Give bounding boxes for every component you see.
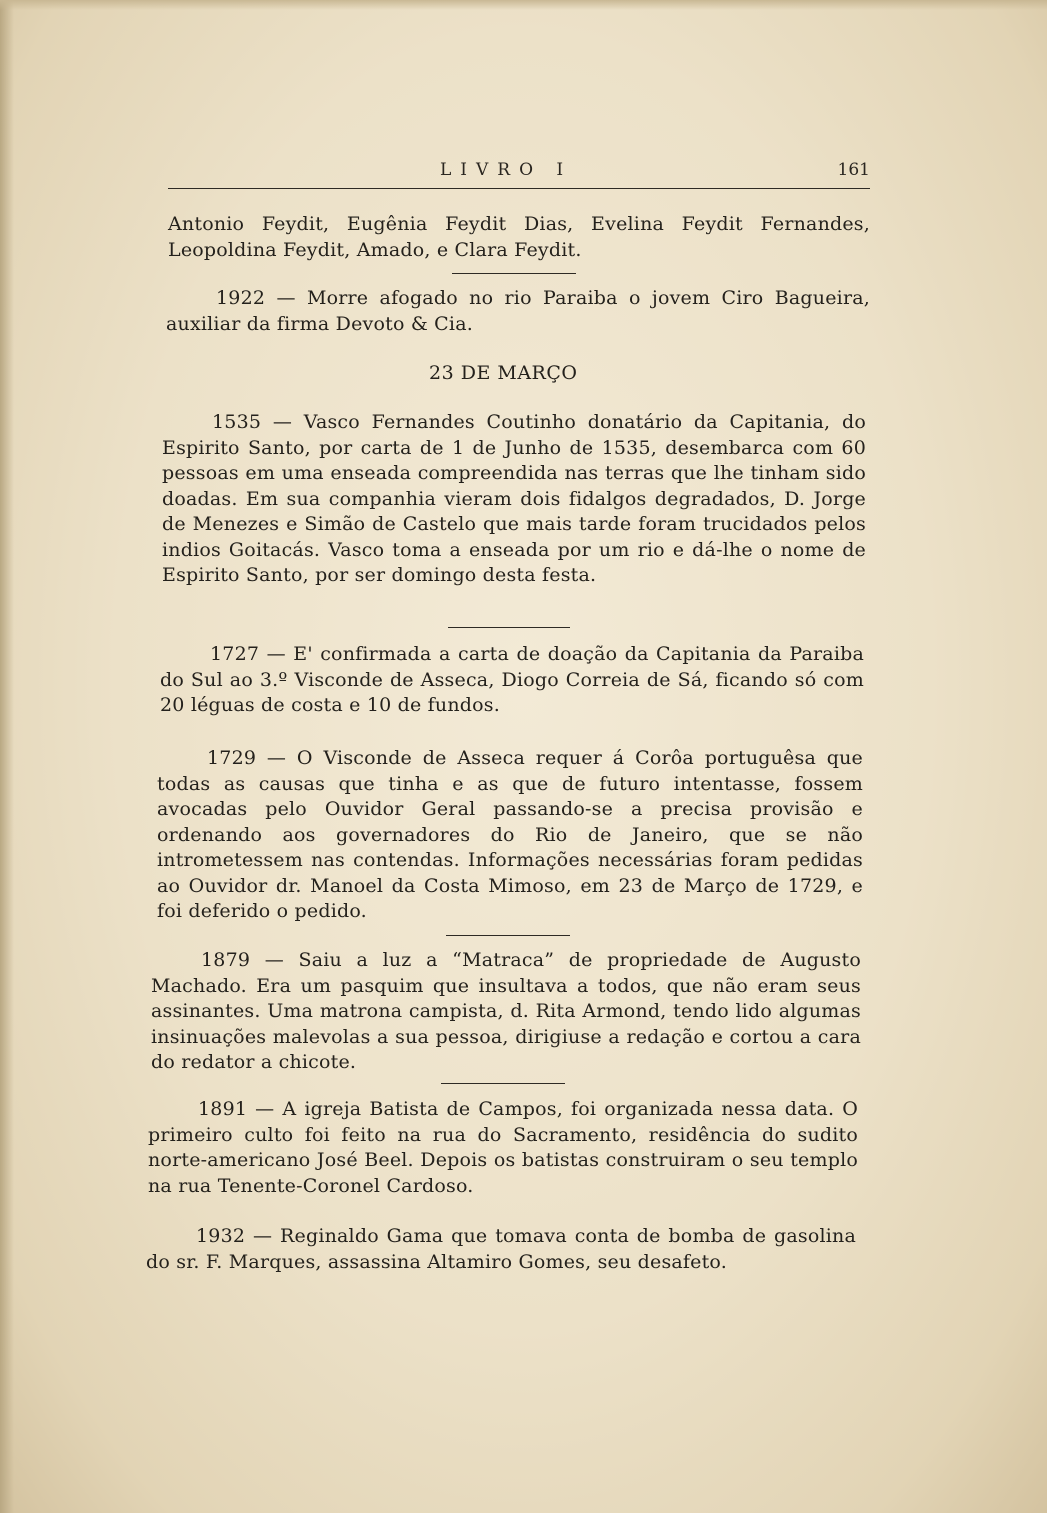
entry-text: 1879 — Saiu a luz a “Matraca” de propriedade de Augusto Machado. Era um pasquim que insultava a todos, que não eram seus assinantes. Uma matrona campista, d. Rita Armond, tendo lido algumas insinuações malevolas a sua pessoa, dirigiuse a redação e cortou a cara do redator a chicote. [151, 949, 861, 1073]
entry-1922 [166, 286, 870, 337]
page-edge-shadow-left [0, 0, 14, 1513]
entry-text: Antonio Feydit, Eugênia Feydit Dias, Evelina Feydit Fernandes, Leopoldina Feydit, Amado, e Clara Feydit. [168, 213, 870, 261]
entry-continuation [168, 212, 870, 263]
separator-rule [448, 627, 570, 628]
page-number: 161 [837, 160, 870, 180]
entry-text: 1729 — O Visconde de Asseca requer á Corôa portuguêsa que todas as causas que tinha e as que de futuro intentasse, fossem avocadas pelo Ouvidor Geral passando-se a precisa provisão e ordenando aos governadores do Rio de Janeiro, que se não intrometessem nas contendas. Informações necessárias foram pedidas ao Ouvidor dr. Manoel da Costa Mimoso, em 23 de Março de 1729, e foi deferido o pedido. [157, 747, 863, 922]
entry-1727 [160, 642, 864, 719]
entry-1729 [157, 746, 863, 925]
entry-1879 [151, 948, 861, 1076]
entry-text: 1727 — E' confirmada a carta de doação da Capitania da Paraiba do Sul ao 3.º Visconde de Asseca, Diogo Correia de Sá, ficando só com 20 léguas de costa e 10 de fundos. [160, 643, 864, 716]
running-head: LIVRO I [440, 160, 573, 180]
entry-text: 1891 — A igreja Batista de Campos, foi organizada nessa data. O primeiro culto foi feito na rua do Sacramento, residência do sudito norte-americano José Beel. Depois os batistas construiram o seu templo na rua Tenente-Coronel Cardoso. [148, 1098, 858, 1197]
entry-text: 1932 — Reginaldo Gama que tomava conta de bomba de gasolina do sr. F. Marques, assassina Altamiro Gomes, seu desafeto. [146, 1225, 856, 1273]
entry-1535 [162, 410, 866, 589]
separator-rule [441, 1083, 565, 1084]
entry-1891 [148, 1097, 858, 1199]
entry-1932 [146, 1224, 856, 1275]
page-edge-shadow-top [0, 0, 1047, 10]
entry-text: 1922 — Morre afogado no rio Paraiba o jovem Ciro Bagueira, auxiliar da firma Devoto & Cia. [166, 287, 870, 335]
separator-rule [452, 273, 576, 274]
entry-text: 1535 — Vasco Fernandes Coutinho donatário da Capitania, do Espirito Santo, por carta de 1 de Junho de 1535, desembarca com 60 pessoas em uma enseada compreendida nas terras que lhe tinham sido doadas. Em sua companhia vieram dois fidalgos degradados, D. Jorge de Menezes e Simão de Castelo que mais tarde foram trucidados pelos indios Goitacás. Vasco toma a enseada por um rio e dá-lhe o nome de Espirito Santo, por ser domingo desta festa. [162, 411, 866, 586]
page-header [168, 160, 870, 189]
date-heading: 23 DE MARÇO [429, 362, 578, 384]
separator-rule [446, 935, 570, 936]
